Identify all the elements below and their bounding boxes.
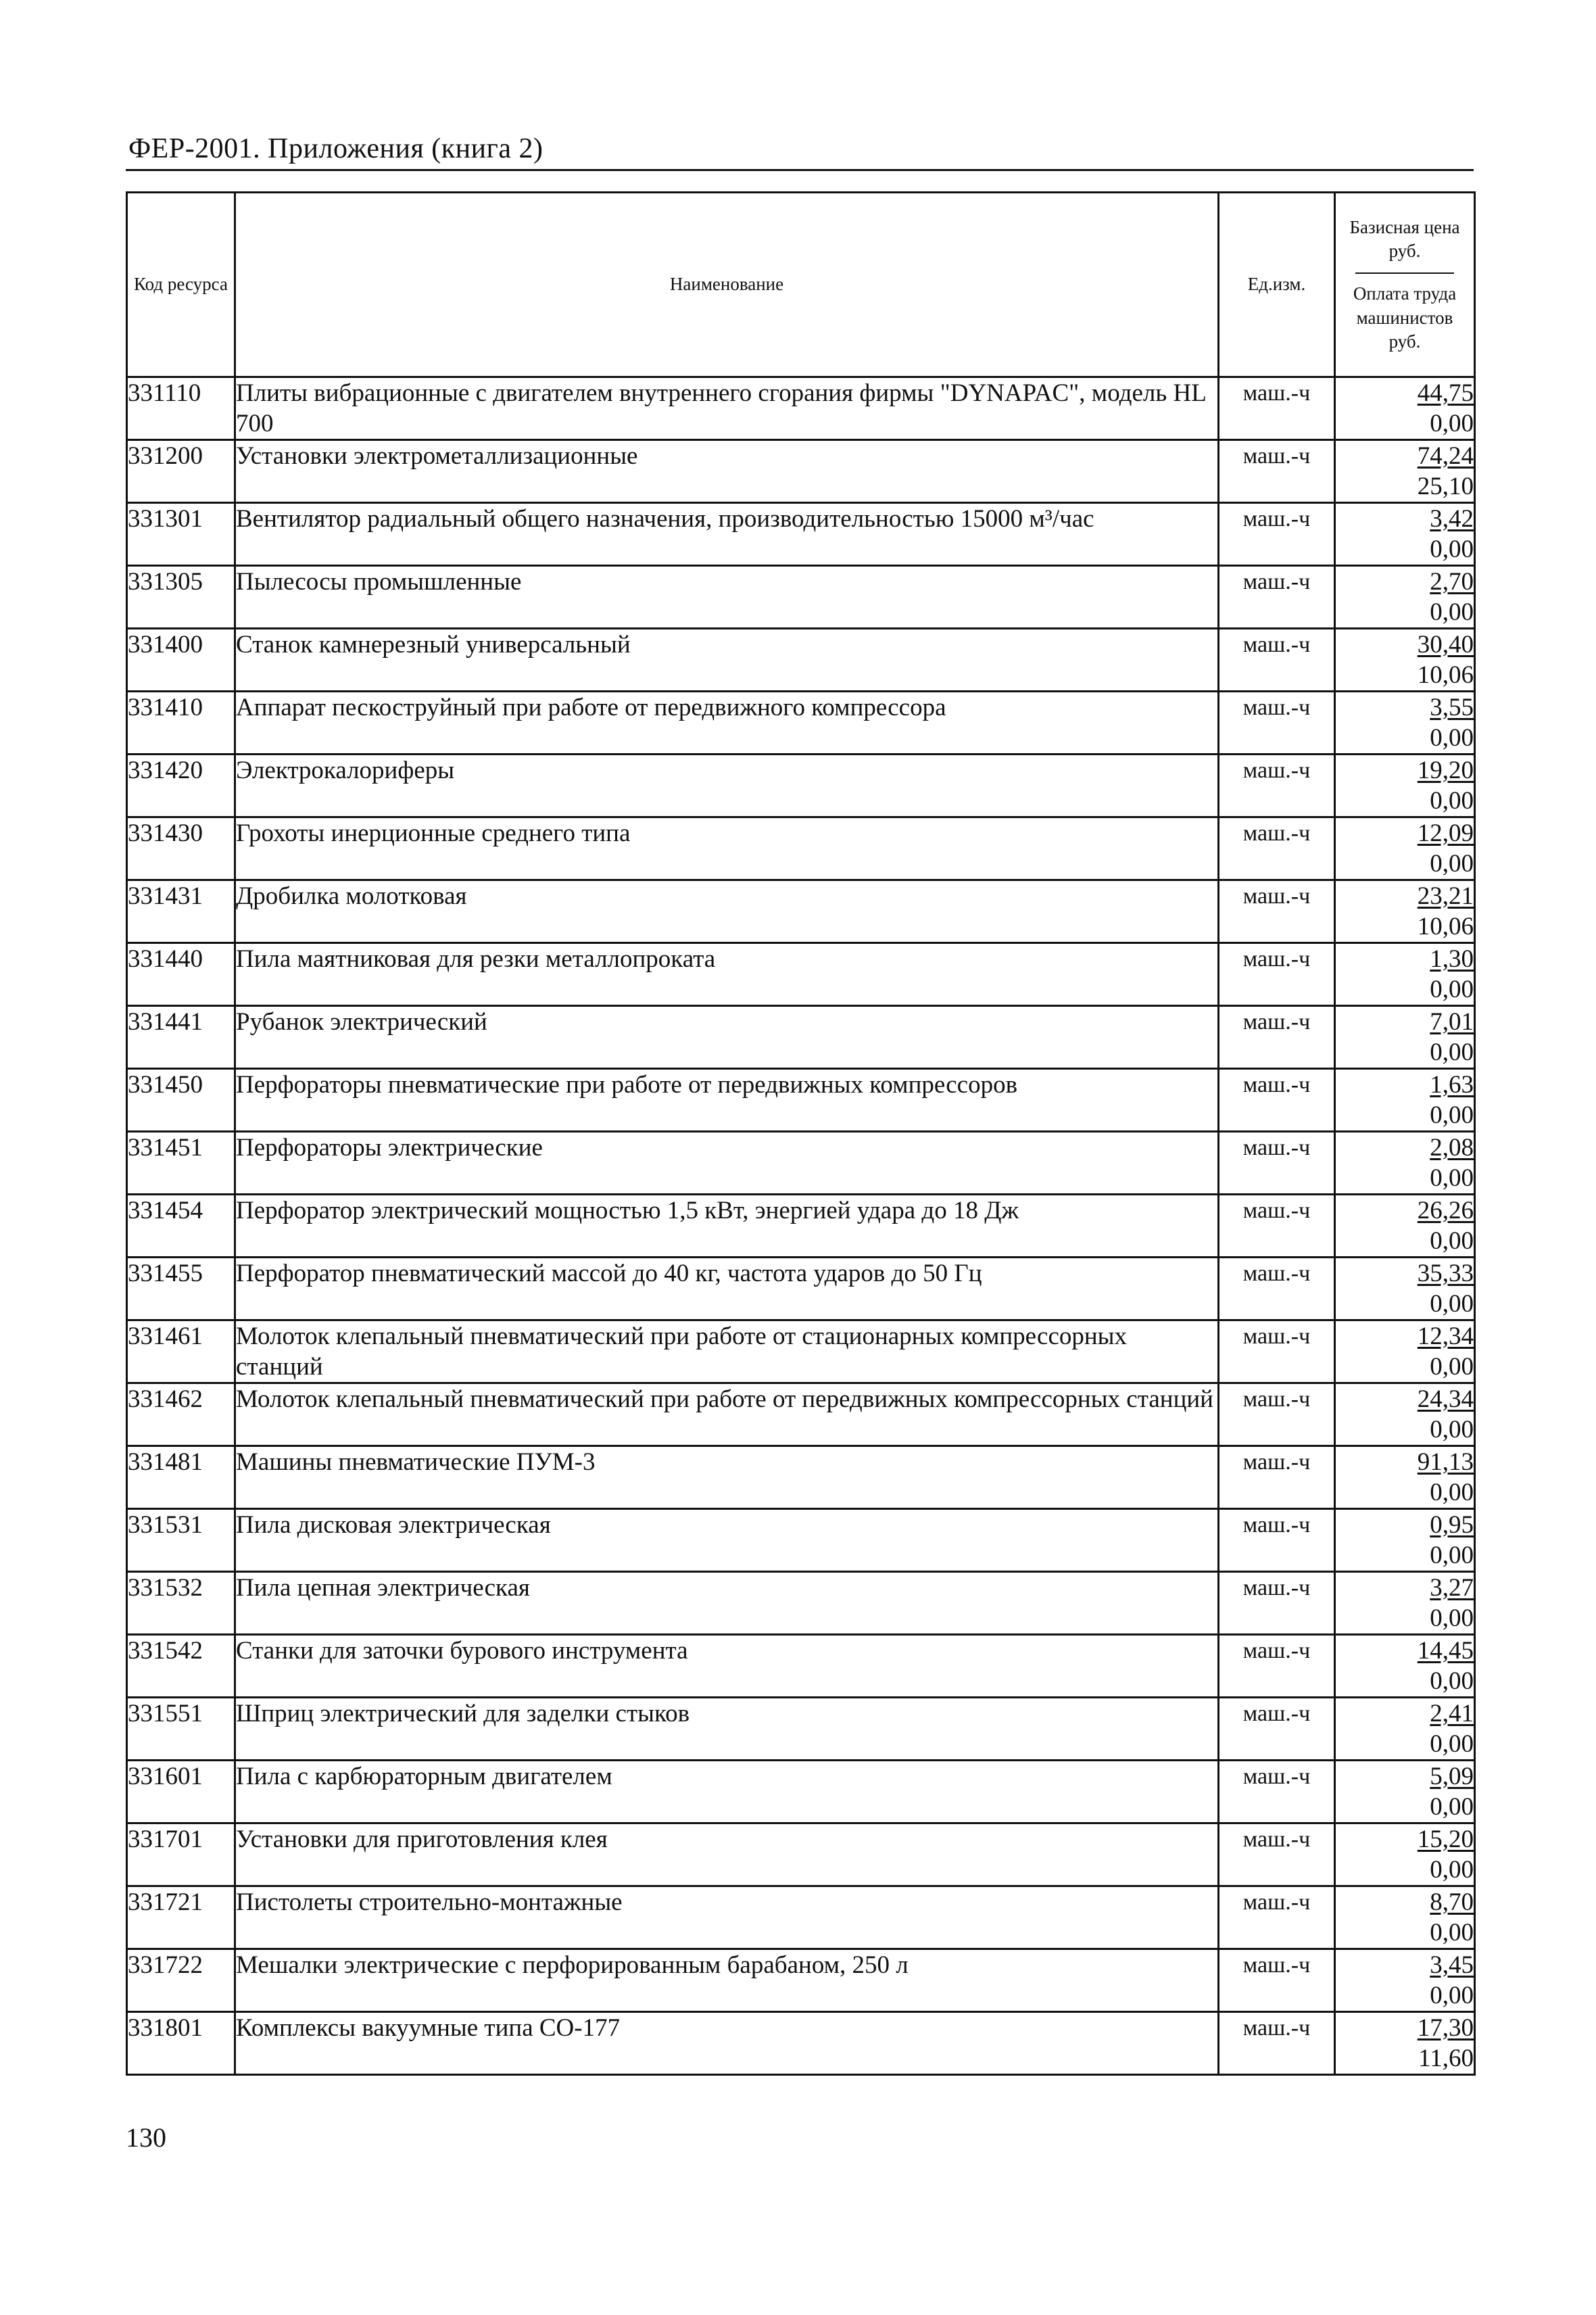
- resource-code: 331461: [127, 1320, 235, 1383]
- resource-price-cell: [1335, 943, 1475, 1006]
- base-price: 19,20: [1417, 757, 1474, 784]
- base-price: 26,26: [1417, 1197, 1474, 1224]
- resource-code: 331450: [127, 1069, 235, 1132]
- resource-code: 331481: [127, 1446, 235, 1509]
- resource-name: Мешалки электрические с перфорированным барабаном, 250 л: [235, 1949, 1219, 2012]
- resource-name: Пылесосы промышленные: [235, 566, 1219, 629]
- resource-code: 331542: [127, 1635, 235, 1698]
- column-header-price: [1335, 193, 1475, 377]
- table-row: [127, 1635, 1475, 1698]
- resource-name: Плиты вибрационные с двигателем внутреннего сгорания фирмы "DYNAPAC", модель HL 700: [235, 377, 1219, 440]
- base-price: 2,41: [1430, 1700, 1474, 1727]
- resource-name: Пила с карбюраторным двигателем: [235, 1761, 1219, 1823]
- table-row: [127, 1509, 1475, 1572]
- resource-unit: маш.-ч: [1219, 440, 1335, 503]
- table-row: [127, 1258, 1475, 1320]
- resource-code: 331400: [127, 629, 235, 692]
- resource-code: 331301: [127, 503, 235, 566]
- resource-unit: маш.-ч: [1219, 1446, 1335, 1509]
- operator-wage: 25,10: [1417, 473, 1474, 500]
- resource-name: Пила маятниковая для резки металлопроката: [235, 943, 1219, 1006]
- operator-wage: 0,00: [1430, 787, 1474, 815]
- resource-name: Вентилятор радиальный общего назначения, производительностью 15000 м³/час: [235, 503, 1219, 566]
- resource-name: Комплексы вакуумные типа СО-177: [235, 2012, 1219, 2075]
- resource-price-cell: [1335, 1320, 1475, 1383]
- column-header-name: Наименование: [235, 193, 1219, 377]
- base-price: 3,27: [1430, 1574, 1474, 1602]
- resource-unit: маш.-ч: [1219, 943, 1335, 1006]
- operator-wage: 0,00: [1430, 724, 1474, 752]
- resource-unit: маш.-ч: [1219, 1698, 1335, 1761]
- operator-wage: 0,00: [1430, 1604, 1474, 1632]
- resource-unit: маш.-ч: [1219, 1069, 1335, 1132]
- resource-name: Молоток клепальный пневматический при работе от стационарных компрессорных станций: [235, 1320, 1219, 1383]
- base-price: 1,63: [1430, 1071, 1474, 1099]
- resource-name: Перфоратор электрический мощностью 1,5 кВт, энергией удара до 18 Дж: [235, 1195, 1219, 1258]
- column-header-price-base: Базисная цена руб.: [1349, 217, 1460, 262]
- column-header-price-divider: [1355, 272, 1455, 274]
- resource-name: Перфоратор пневматический массой до 40 кг, частота ударов до 50 Гц: [235, 1258, 1219, 1320]
- resource-price-cell: [1335, 1572, 1475, 1635]
- resource-unit: маш.-ч: [1219, 629, 1335, 692]
- resource-unit: маш.-ч: [1219, 1258, 1335, 1320]
- header-divider: [126, 169, 1474, 171]
- resource-code: 331455: [127, 1258, 235, 1320]
- table-row: [127, 1761, 1475, 1823]
- resource-code: 331551: [127, 1698, 235, 1761]
- resource-name: Рубанок электрический: [235, 1006, 1219, 1069]
- resource-price-cell: [1335, 440, 1475, 503]
- resource-name: Дробилка молотковая: [235, 880, 1219, 943]
- operator-wage: 10,06: [1417, 913, 1474, 940]
- resource-name: Станки для заточки бурового инструмента: [235, 1635, 1219, 1698]
- resource-code: 331410: [127, 692, 235, 755]
- resource-code: 331801: [127, 2012, 235, 2075]
- resource-unit: маш.-ч: [1219, 1195, 1335, 1258]
- table-body: [127, 377, 1475, 2075]
- base-price: 74,24: [1417, 442, 1474, 470]
- resource-price-cell: [1335, 2012, 1475, 2075]
- resource-unit: маш.-ч: [1219, 817, 1335, 880]
- resource-price-cell: [1335, 1258, 1475, 1320]
- resource-name: Электрокалориферы: [235, 755, 1219, 817]
- resource-price-cell: [1335, 1761, 1475, 1823]
- resource-name: Аппарат пескоструйный при работе от передвижного компрессора: [235, 692, 1219, 755]
- base-price: 17,30: [1417, 2014, 1474, 2042]
- table-row: [127, 377, 1475, 440]
- resource-unit: маш.-ч: [1219, 1823, 1335, 1886]
- base-price: 3,55: [1430, 694, 1474, 721]
- resource-code: 331601: [127, 1761, 235, 1823]
- base-price: 30,40: [1417, 631, 1474, 659]
- table-row: [127, 755, 1475, 817]
- resource-price-cell: [1335, 692, 1475, 755]
- operator-wage: 0,00: [1430, 976, 1474, 1003]
- operator-wage: 0,00: [1430, 850, 1474, 878]
- column-header-code: Код ресурса: [127, 193, 235, 377]
- resource-price-cell: [1335, 755, 1475, 817]
- resource-name: Установки для приготовления клея: [235, 1823, 1219, 1886]
- resource-unit: маш.-ч: [1219, 755, 1335, 817]
- resource-code: 331431: [127, 880, 235, 943]
- table-row: [127, 1383, 1475, 1446]
- resource-unit: маш.-ч: [1219, 1761, 1335, 1823]
- operator-wage: 0,00: [1430, 1039, 1474, 1066]
- table-row: [127, 1195, 1475, 1258]
- table-row: [127, 817, 1475, 880]
- operator-wage: 0,00: [1430, 1730, 1474, 1758]
- resource-unit: маш.-ч: [1219, 692, 1335, 755]
- operator-wage: 0,00: [1430, 1856, 1474, 1884]
- operator-wage: 0,00: [1430, 1164, 1474, 1192]
- resource-code: 331531: [127, 1509, 235, 1572]
- page-number: 130: [126, 2122, 166, 2153]
- table-row: [127, 1446, 1475, 1509]
- resource-unit: маш.-ч: [1219, 1949, 1335, 2012]
- operator-wage: 0,00: [1430, 1982, 1474, 2009]
- resource-name: Молоток клепальный пневматический при работе от передвижных компрессорных станций: [235, 1383, 1219, 1446]
- resource-price-cell: [1335, 1195, 1475, 1258]
- table-row: [127, 503, 1475, 566]
- base-price: 5,09: [1430, 1763, 1474, 1790]
- resource-name: Грохоты инерционные среднего типа: [235, 817, 1219, 880]
- resource-price-cell: [1335, 880, 1475, 943]
- base-price: 2,70: [1430, 568, 1474, 596]
- resource-unit: маш.-ч: [1219, 377, 1335, 440]
- resource-code: 331532: [127, 1572, 235, 1635]
- resource-price-cell: [1335, 1006, 1475, 1069]
- page-header-title: ФЕР-2001. Приложения (книга 2): [128, 133, 543, 164]
- table-row: [127, 1572, 1475, 1635]
- operator-wage: 0,00: [1430, 1290, 1474, 1318]
- resource-name: Пила цепная электрическая: [235, 1572, 1219, 1635]
- base-price: 15,20: [1417, 1825, 1474, 1853]
- resource-unit: маш.-ч: [1219, 1006, 1335, 1069]
- operator-wage: 0,00: [1430, 1793, 1474, 1821]
- table-row: [127, 566, 1475, 629]
- table-row: [127, 2012, 1475, 2075]
- table-row: [127, 880, 1475, 943]
- resource-code: 331462: [127, 1383, 235, 1446]
- operator-wage: 11,60: [1418, 2045, 1474, 2072]
- resource-name: Пистолеты строительно-монтажные: [235, 1886, 1219, 1949]
- operator-wage: 0,00: [1430, 1227, 1474, 1255]
- base-price: 24,34: [1417, 1385, 1474, 1413]
- resource-code: 331701: [127, 1823, 235, 1886]
- resource-name: Шприц электрический для заделки стыков: [235, 1698, 1219, 1761]
- operator-wage: 0,00: [1430, 1667, 1474, 1695]
- resource-code: 331454: [127, 1195, 235, 1258]
- base-price: 3,45: [1430, 1951, 1474, 1979]
- resource-price-cell: [1335, 1132, 1475, 1195]
- base-price: 14,45: [1417, 1637, 1474, 1665]
- table-row: [127, 1069, 1475, 1132]
- resource-name: Перфораторы электрические: [235, 1132, 1219, 1195]
- resource-price-cell: [1335, 1886, 1475, 1949]
- base-price: 23,21: [1417, 882, 1474, 910]
- base-price: 2,08: [1430, 1134, 1474, 1162]
- table-row: [127, 1949, 1475, 2012]
- resource-price-table: [126, 191, 1476, 2076]
- resource-unit: маш.-ч: [1219, 503, 1335, 566]
- column-header-unit: Ед.изм.: [1219, 193, 1335, 377]
- resource-name: Перфораторы пневматические при работе от передвижных компрессоров: [235, 1069, 1219, 1132]
- table-row: [127, 1006, 1475, 1069]
- operator-wage: 0,00: [1430, 1353, 1474, 1381]
- resource-unit: маш.-ч: [1219, 566, 1335, 629]
- operator-wage: 0,00: [1430, 1101, 1474, 1129]
- resource-code: 331430: [127, 817, 235, 880]
- table-row: [127, 1320, 1475, 1383]
- resource-name: Пила дисковая электрическая: [235, 1509, 1219, 1572]
- resource-price-cell: [1335, 1383, 1475, 1446]
- resource-code: 331441: [127, 1006, 235, 1069]
- base-price: 7,01: [1430, 1008, 1474, 1036]
- base-price: 91,13: [1417, 1448, 1474, 1476]
- operator-wage: 0,00: [1430, 1479, 1474, 1506]
- operator-wage: 0,00: [1430, 1919, 1474, 1947]
- table-row: [127, 1823, 1475, 1886]
- base-price: 12,34: [1417, 1322, 1474, 1350]
- resource-price-cell: [1335, 1635, 1475, 1698]
- base-price: 1,30: [1430, 945, 1474, 973]
- resource-code: 331440: [127, 943, 235, 1006]
- resource-code: 331305: [127, 566, 235, 629]
- resource-price-cell: [1335, 817, 1475, 880]
- resource-price-cell: [1335, 503, 1475, 566]
- table-row: [127, 1132, 1475, 1195]
- base-price: 3,42: [1430, 505, 1474, 533]
- resource-price-cell: [1335, 1823, 1475, 1886]
- operator-wage: 0,00: [1430, 410, 1474, 437]
- resource-price-cell: [1335, 629, 1475, 692]
- resource-price-cell: [1335, 566, 1475, 629]
- resource-unit: маш.-ч: [1219, 2012, 1335, 2075]
- base-price: 0,95: [1430, 1511, 1474, 1539]
- resource-code: 331420: [127, 755, 235, 817]
- operator-wage: 0,00: [1430, 598, 1474, 626]
- resource-price-cell: [1335, 377, 1475, 440]
- resource-unit: маш.-ч: [1219, 1132, 1335, 1195]
- resource-name: Станок камнерезный универсальный: [235, 629, 1219, 692]
- resource-price-cell: [1335, 1949, 1475, 2012]
- table-row: [127, 1886, 1475, 1949]
- resource-code: 331110: [127, 377, 235, 440]
- resource-unit: маш.-ч: [1219, 1509, 1335, 1572]
- resource-name: Машины пневматические ПУМ-3: [235, 1446, 1219, 1509]
- operator-wage: 0,00: [1430, 535, 1474, 563]
- base-price: 44,75: [1417, 379, 1474, 407]
- resource-code: 331721: [127, 1886, 235, 1949]
- operator-wage: 0,00: [1430, 1416, 1474, 1443]
- table-row: [127, 1698, 1475, 1761]
- resource-code: 331451: [127, 1132, 235, 1195]
- resource-price-cell: [1335, 1509, 1475, 1572]
- operator-wage: 0,00: [1430, 1542, 1474, 1569]
- table-row: [127, 692, 1475, 755]
- column-header-price-wage: Оплата труда машинистов руб.: [1353, 283, 1457, 352]
- base-price: 35,33: [1417, 1260, 1474, 1287]
- table-row: [127, 440, 1475, 503]
- resource-unit: маш.-ч: [1219, 1320, 1335, 1383]
- resource-unit: маш.-ч: [1219, 1886, 1335, 1949]
- base-price: 8,70: [1430, 1888, 1474, 1916]
- resource-price-cell: [1335, 1698, 1475, 1761]
- base-price: 12,09: [1417, 819, 1474, 847]
- resource-name: Установки электрометаллизационные: [235, 440, 1219, 503]
- resource-unit: маш.-ч: [1219, 1635, 1335, 1698]
- resource-code: 331722: [127, 1949, 235, 2012]
- resource-price-cell: [1335, 1069, 1475, 1132]
- resource-price-cell: [1335, 1446, 1475, 1509]
- resource-unit: маш.-ч: [1219, 880, 1335, 943]
- resource-unit: маш.-ч: [1219, 1383, 1335, 1446]
- table-row: [127, 943, 1475, 1006]
- table-row: [127, 629, 1475, 692]
- resource-code: 331200: [127, 440, 235, 503]
- resource-unit: маш.-ч: [1219, 1572, 1335, 1635]
- operator-wage: 10,06: [1417, 661, 1474, 689]
